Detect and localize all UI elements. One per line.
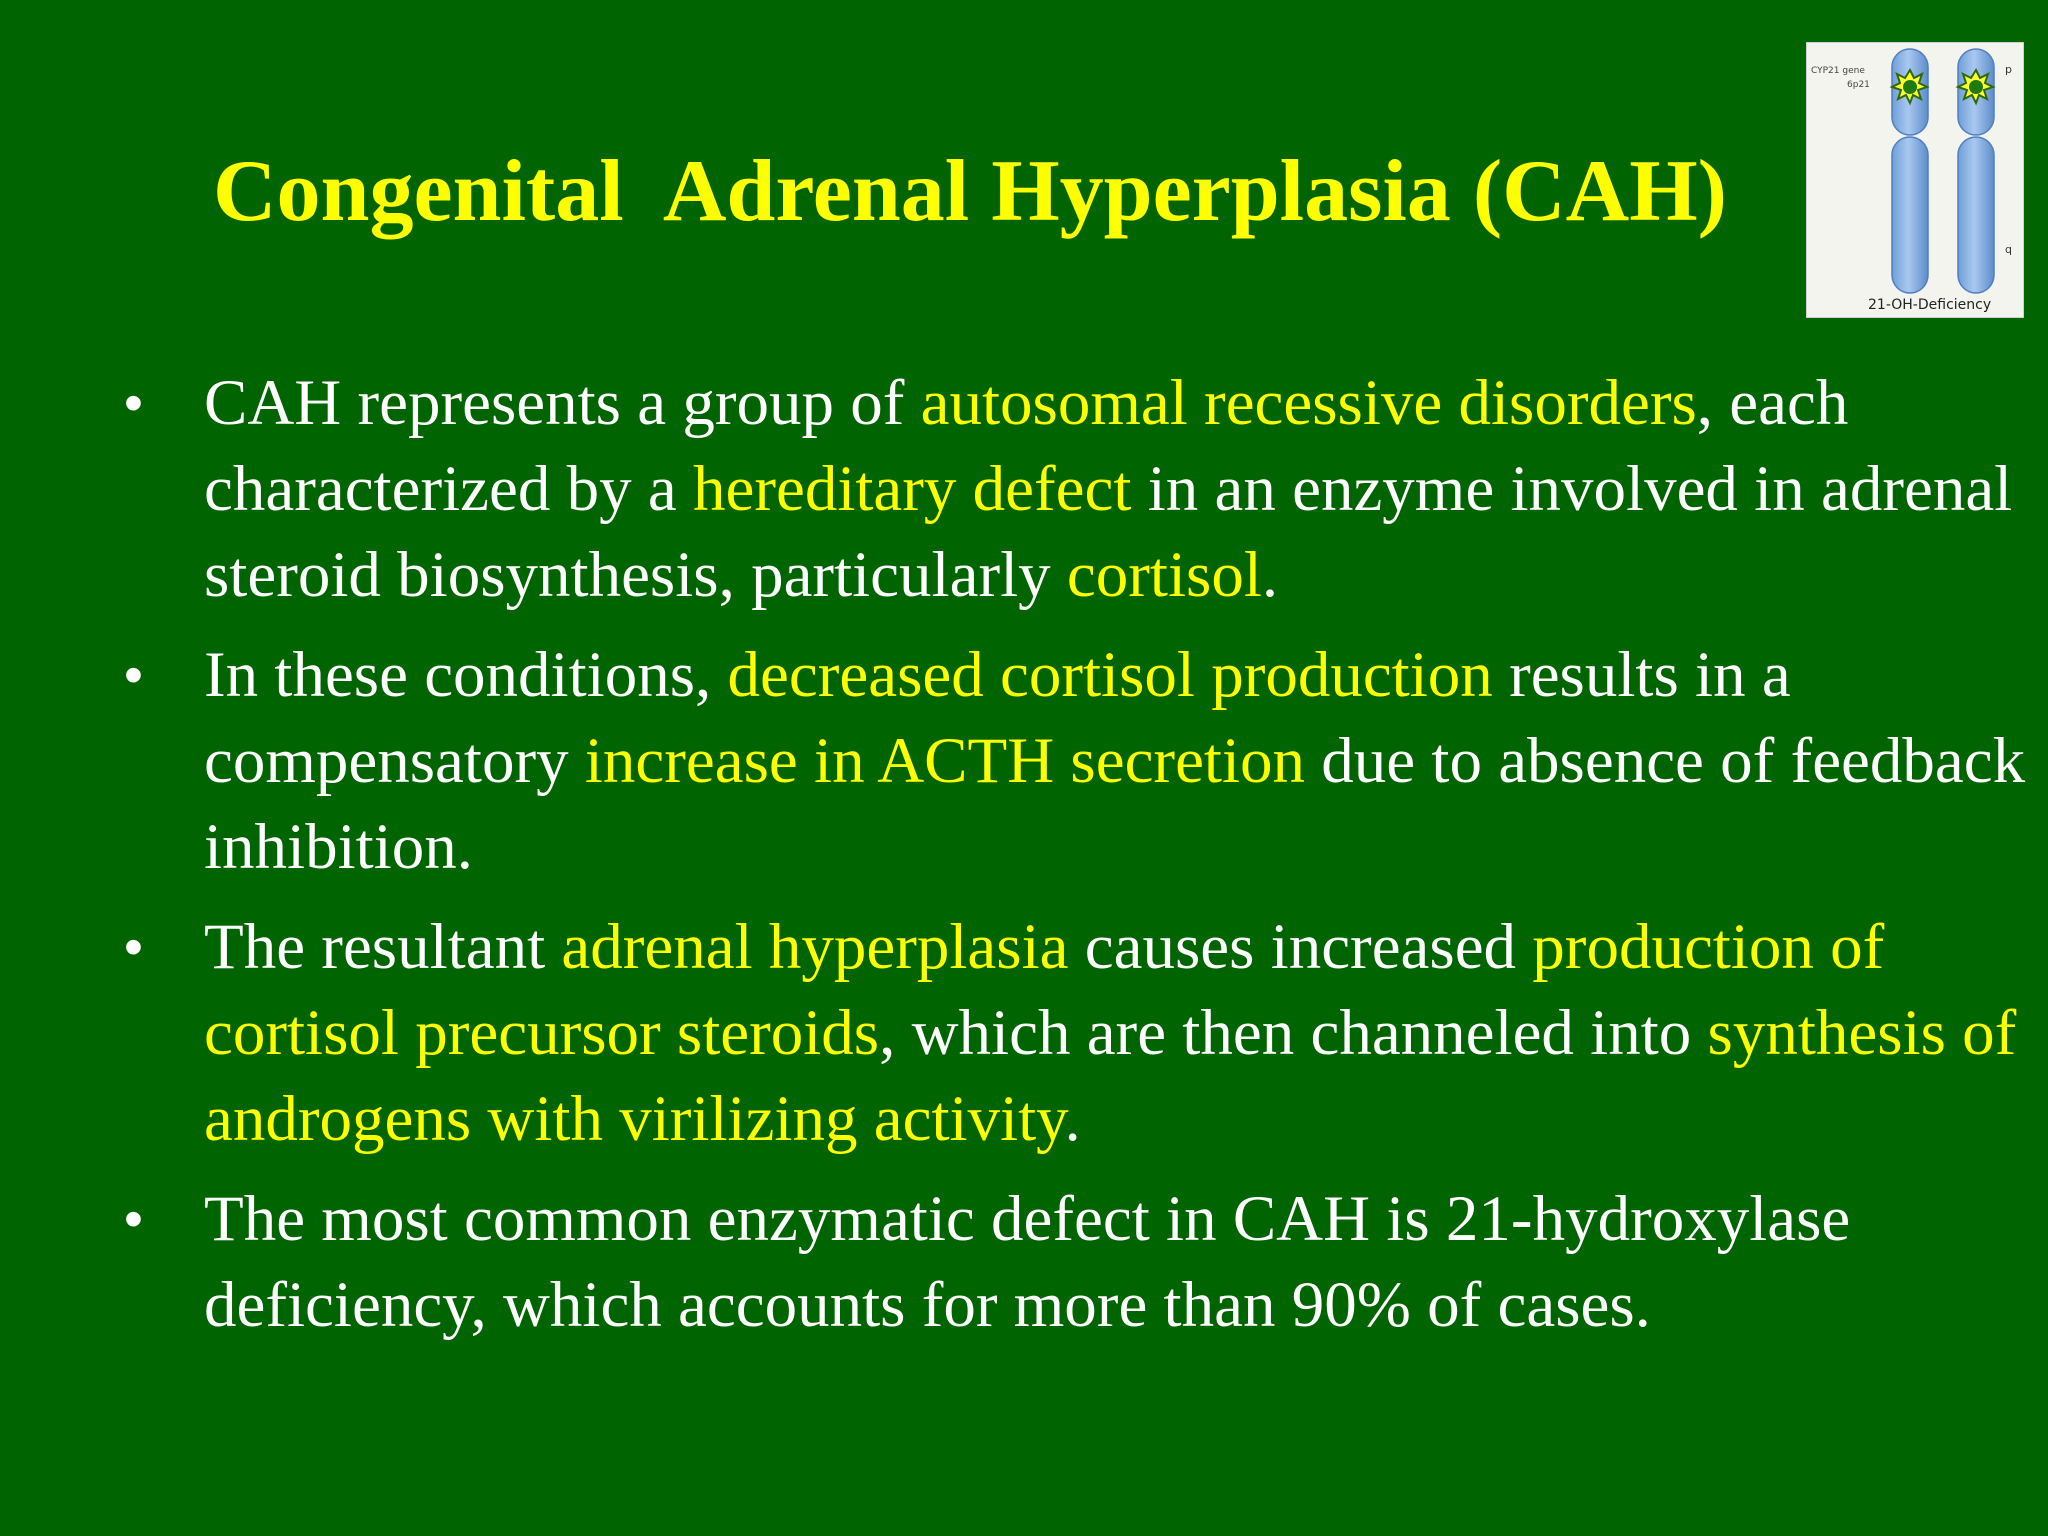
bullet-text-highlight: production of cortisol precursor steroids	[204, 911, 1885, 1069]
bullet-text: The most common enzymatic defect in CAH is 21-hydroxylase deficiency, which accounts for more than 90% of cases.	[204, 1183, 1851, 1341]
chromosome-right-q-arm	[1958, 137, 1994, 293]
bullet-item	[0, 360, 2048, 618]
bullet-text: In these conditions,	[204, 639, 728, 711]
arm-q-label: q	[2005, 243, 2012, 256]
chromosome-left-q-arm	[1892, 137, 1928, 293]
figure-caption: 21-OH-Deficiency	[1868, 297, 1992, 313]
bullet-text-highlight: increase in ACTH secretion	[584, 725, 1306, 797]
bullet-text: , each characterized by a	[204, 367, 1849, 525]
gene-label-line2: 6p21	[1847, 80, 1870, 90]
slide-title: Congenital Adrenal Hyperplasia (CAH)	[212, 143, 1727, 240]
chromosome-svg	[1807, 43, 2023, 317]
bullet-item	[0, 632, 2048, 890]
bullet-text: in an enzyme involved in adrenal steroid biosynthesis, particularly	[204, 453, 2013, 611]
bullet-item	[0, 904, 2048, 1162]
bullet-dot: •	[124, 1189, 143, 1249]
bullet-text-highlight: adrenal hyperplasia	[561, 911, 1069, 983]
bullet-text: results in a compensatory	[204, 639, 1791, 797]
bullet-list	[0, 360, 2048, 1362]
bullet-text: causes increased	[1068, 911, 1533, 983]
bullet-text-highlight: cortisol	[1066, 539, 1262, 611]
bullet-text: , which are then channeled into	[879, 997, 1708, 1069]
bullet-text-highlight: synthesis of androgens with virilizing activity	[204, 997, 2017, 1155]
bullet-text: The resultant	[204, 911, 562, 983]
bullet-dot: •	[124, 373, 143, 433]
bullet-dot: •	[124, 645, 143, 705]
bullet-dot: •	[124, 917, 143, 977]
bullet-text: .	[1064, 1083, 1081, 1155]
gene-label-line1: CYP21 gene	[1811, 66, 1865, 76]
arm-p-label: p	[2005, 63, 2012, 76]
bullet-text: .	[1261, 539, 1279, 611]
bullet-text-highlight: hereditary defect	[692, 453, 1132, 525]
bullet-text-highlight: decreased cortisol production	[727, 639, 1493, 711]
bullet-text: due to absence of feedback inhibition.	[204, 725, 2026, 883]
chromosome-diagram	[1806, 42, 2024, 318]
bullet-text-highlight: autosomal recessive disorders	[920, 367, 1697, 439]
bullet-text: CAH represents a group of	[204, 367, 921, 439]
bullet-item	[0, 1176, 2048, 1348]
